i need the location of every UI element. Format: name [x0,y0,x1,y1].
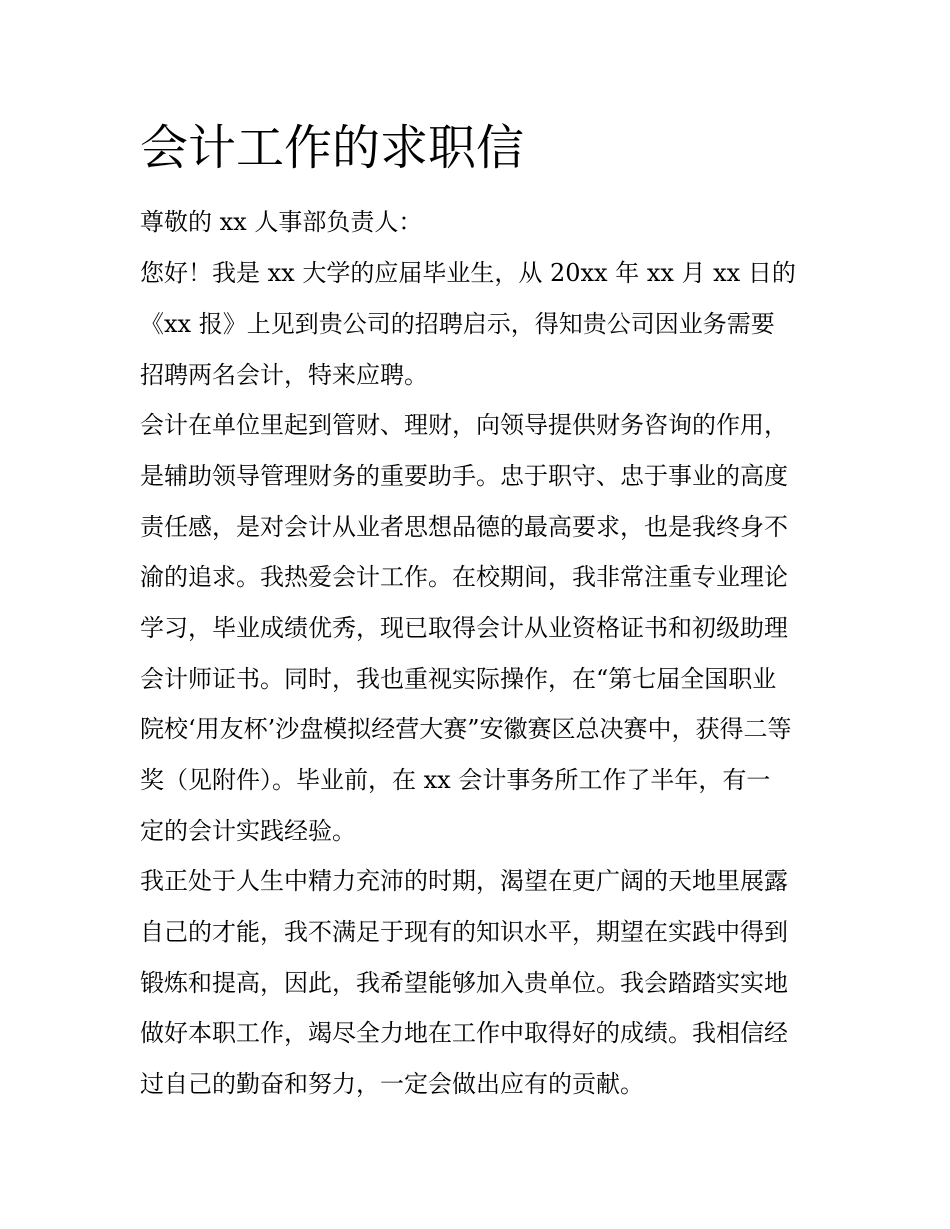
body-line: 您好！我是 xx 大学的应届毕业生，从 20xx 年 xx 月 xx 日的 [140,259,796,287]
body-line: 定的会计实践经验。 [140,817,356,845]
body-line: 会计在单位里起到管财、理财，向领导提供财务咨询的作用， [140,411,788,439]
body-line: 渝的追求。我热爱会计工作。在校期间，我非常注重专业理论 [140,563,788,591]
body-line: 招聘两名会计，特来应聘。 [140,361,428,389]
body-line: 责任感，是对会计从业者思想品德的最高要求，也是我终身不 [140,513,788,541]
body-line: 会计师证书。同时，我也重视实际操作，在“第七届全国职业 [140,665,777,693]
page-title: 会计工作的求职信 [140,120,525,176]
body-line: 《xx 报》上见到贵公司的招聘启示，得知贵公司因业务需要 [140,310,775,338]
body-line: 锻炼和提高，因此，我希望能够加入贵单位。我会踏踏实实地 [140,969,788,997]
body-line: 我正处于人生中精力充沛的时期，渴望在更广阔的天地里展露 [140,867,788,895]
salutation: 尊敬的 xx 人事部负责人： [140,208,423,236]
body-line: 做好本职工作，竭尽全力地在工作中取得好的成绩。我相信经 [140,1019,788,1047]
body-line: 过自己的勤奋和努力，一定会做出应有的贡献。 [140,1070,644,1098]
body-line: 是辅助领导管理财务的重要助手。忠于职守、忠于事业的高度 [140,462,788,490]
body-line: 学习，毕业成绩优秀，现已取得会计从业资格证书和初级助理 [140,614,788,642]
body-line: 奖（见附件）。毕业前，在 xx 会计事务所工作了半年，有一 [140,766,771,794]
body-line: 院校‘用友杯’沙盘模拟经营大赛”安徽赛区总决赛中，获得二等 [140,715,792,743]
body-line: 自己的才能，我不满足于现有的知识水平，期望在实践中得到 [140,918,788,946]
